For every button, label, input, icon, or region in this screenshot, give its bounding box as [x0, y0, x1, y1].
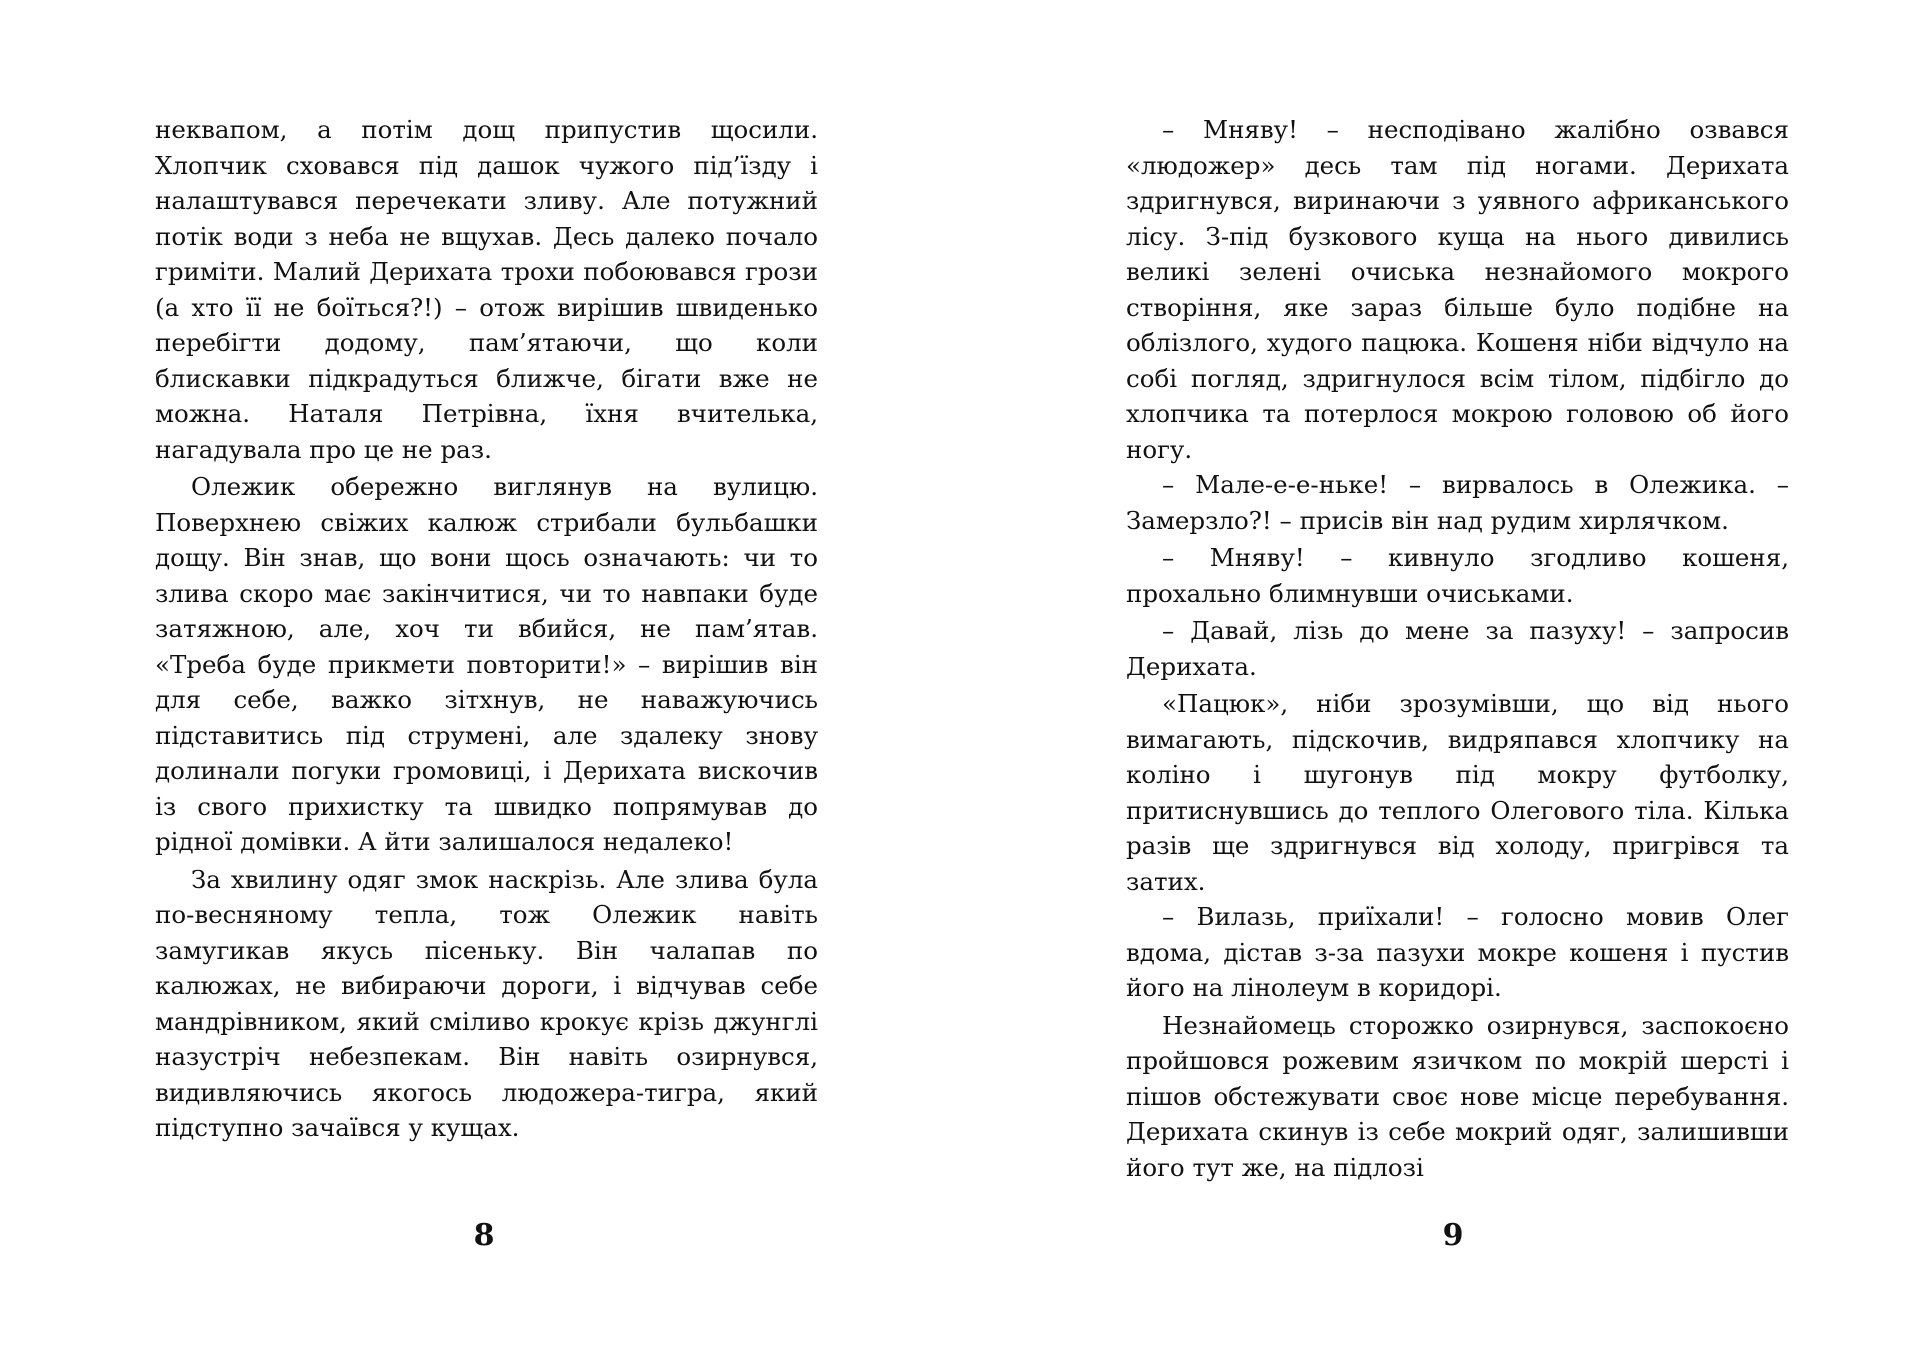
- left-paragraph-1: неквапом, а потім дощ припустив щосили. Хлопчик сховався під дашок чужого під’їзду і налаштувався перечекати зливу. Але потужний потік води з неба не вщухав. Десь далеко почало гриміти. Малий Дерихата трохи побоювався грози (а хто її не боїться?!) – отож вирішив швиденько перебігти додому, пам’ятаючи, що коли блискавки підкрадуться ближче, бігати вже не можна. Наталя Петрівна, їхня вчителька, нагадувала про це не раз.: [155, 115, 818, 464]
- right-paragraph-1: – Мняву! – несподівано жалібно озвався «людожер» десь там під ногами. Дерихата здригнувся, виринаючи з уявного африканського лісу. З-під бузкового куща на нього дивились великі зелені очиська незнайомого мокрого створіння, яке зараз більше було подібне на облізлого, худого пацюка. Кошеня ніби відчуло на собі погляд, здригнулося всім тілом, підбігло до хлопчика та потерлося мокрою головою об його ногу.: [1126, 115, 1789, 464]
- right-paragraph-5: «Пацюк», ніби зрозумівши, що від нього вимагають, підскочив, видряпався хлопчику на коліно і шугонув під мокру футболку, притиснувшись до теплого Олегового тіла. Кілька разів ще здригнувся від холоду, пригрівся та затих.: [1126, 689, 1789, 896]
- right-paragraph-7: Незнайомець сторожко озирнувся, заспокоєно пройшовся рожевим язичком по мокрій шерсті і пішов обстежувати своє нове місце перебування. Дерихата скинув із себе мокрий одяг, залишивши його тут же, на підлозі: [1126, 1010, 1789, 1182]
- right-paragraph-3: – Мняву! – кивнуло згодливо кошеня, прохально блимнувши очиськами.: [1126, 543, 1789, 608]
- right-page-number: 9: [1442, 1218, 1464, 1253]
- right-page: [1126, 112, 1789, 1185]
- left-page-number: 8: [473, 1218, 495, 1253]
- left-paragraph-3: За хвилину одяг змок наскрізь. Але злива була по-весняному тепла, тож Олежик навіть замугикав якусь пісеньку. Він чалапав по калюжах, не вибираючи дороги, і відчував себе мандрівником, який сміливо крокує крізь джунглі назустріч небезпекам. Він навіть озирнувся, видивляючись якогось людожера-тигра, який підступно зачаївся у кущах.: [155, 864, 818, 1142]
- left-paragraph-2: Олежик обережно виглянув на вулицю. Поверхнею свіжих калюж стрибали бульбашки дощу. Він знав, що вони щось означають: чи то злива скоро має закінчитися, чи то навпаки буде затяжною, але, хоч ти вбийся, не пам’ятав. «Треба буде прикмети повторити!» – вирішив він для себе, важко зітхнув, не наважуючись підставитись під струмені, але здалеку знову долинали погуки громовиці, і Дерихата вискочив із свого прихистку та швидко попрямував до рідної домівки. А йти залишалося недалеко!: [155, 472, 818, 856]
- left-page: [155, 112, 818, 1146]
- right-paragraph-4: – Давай, лізь до мене за пазуху! – запросив Дерихата.: [1126, 616, 1789, 681]
- right-paragraph-2: – Мале-е-е-ньке! – вирвалось в Олежика. – Замерзло?! – присів він над рудим хирлячком.: [1126, 470, 1789, 535]
- right-paragraph-6: – Вилазь, приїхали! – голосно мовив Олег вдома, дістав з-за пазухи мокре кошеня і пустив його на лінолеум в коридорі.: [1126, 902, 1789, 1002]
